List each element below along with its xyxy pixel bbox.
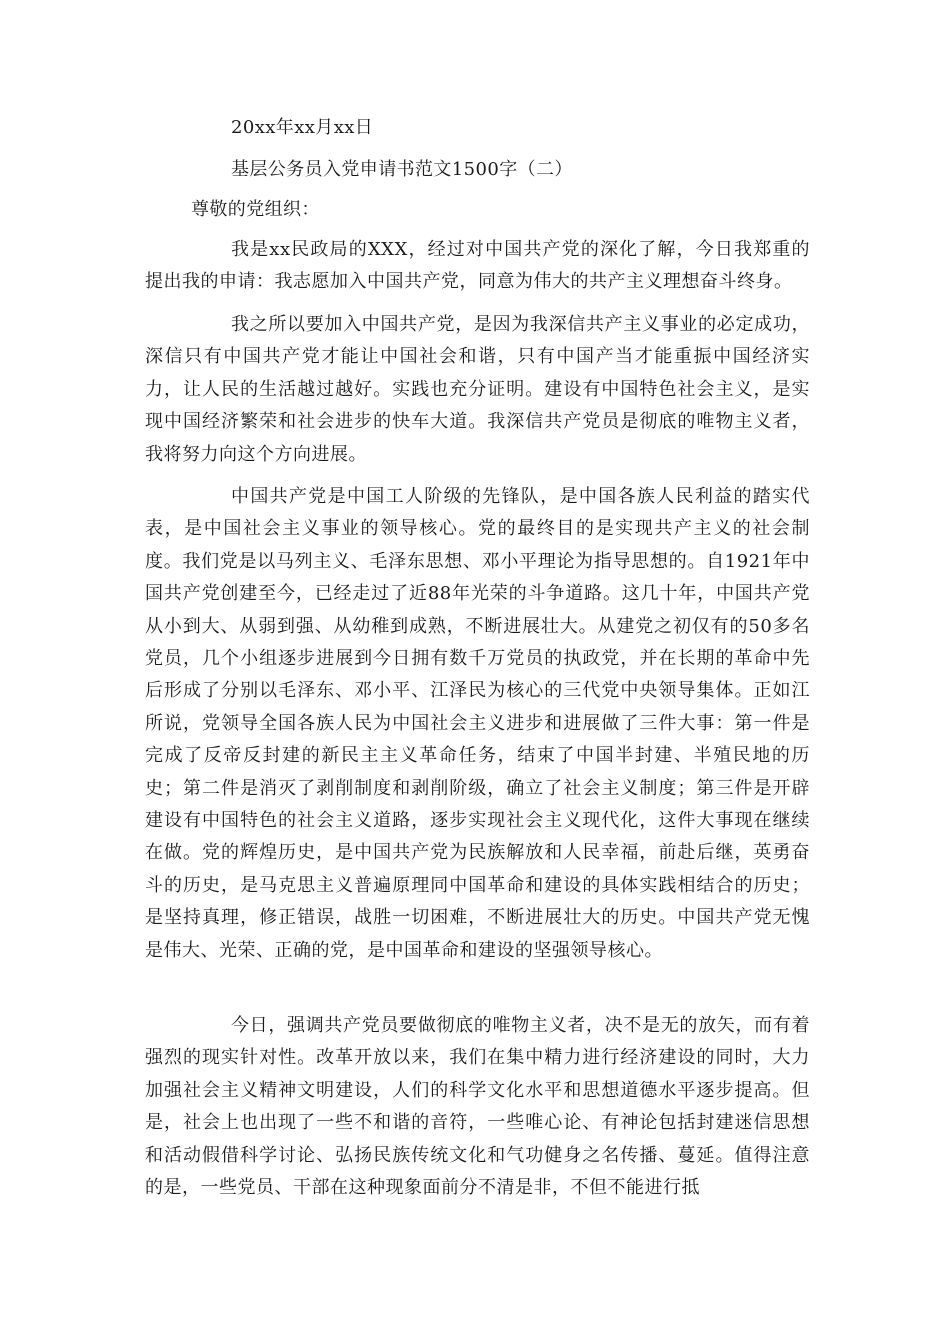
paragraph-2: 我之所以要加入中国共产党，是因为我深信共产主义事业的必定成功，深信只有中国共产党才能让中国社会和谐，只有中国产当才能重振中国经济实力，让人民的生活越过越好。实践也充分证明。建设有中国特色社会主义，是实现中国经济繁荣和社会进步的快车大道。我深信共产党员是彻底的唯物主义者，我将努力向这个方向进展。 (145, 314, 810, 465)
document-title: 基层公务员入党申请书范文1500字（二） (231, 159, 573, 180)
paragraph-1: 我是xx民政局的XXX，经过对中国共产党的深化了解，今日我郑重的提出我的申请：我志愿加入中国共产党，同意为伟大的共产主义理想奋斗终身。 (145, 239, 810, 293)
paragraph-4: 今日，强调共产党员要做彻底的唯物主义者，决不是无的放矢，而有着强烈的现实针对性。改革开放以来，我们在集中精力进行经济建设的同时，大力加强社会主义精神文明建设，人们的科学文化水平和思想道德水平逐步提高。但是，社会上也出现了一些不和谐的音符，一些唯心论、有神论包括封建迷信思想和活动假借科学讨论、弘扬民族传统文化和气功健身之名传播、蔓延。值得注意的是，一些党员、干部在这种现象面前分不清是非，不但不能进行抵 (145, 1015, 810, 1199)
paragraph-3: 中国共产党是中国工人阶级的先锋队，是中国各族人民利益的踏实代表，是中国社会主义事业的领导核心。党的最终目的是实现共产主义的社会制度。我们党是以马列主义、毛泽东思想、邓小平理论为指导思想的。自1921年中国共产党创建至今，已经走过了近88年光荣的斗争道路。这几十年，中国共产党从小到大、从弱到强、从幼稚到成熟，不断进展壮大。从建党之初仅有的50多名党员，几个小组逐步进展到今日拥有数千万党员的执政党，并在长期的革命中先后形成了分别以毛泽东、邓小平、江泽民为核心的三代党中央领导集体。正如江所说，党领导全国各族人民为中国社会主义进步和进展做了三件大事：第一件是完成了反帝反封建的新民主主义革命任务，结束了中国半封建、半殖民地的历史；第二件是消灭了剥削制度和剥削阶级，确立了社会主义制度；第三件是开辟建设有中国特色的社会主义道路，逐步实现社会主义现代化，这件大事现在继续在做。党的辉煌历史，是中国共产党为民族解放和人民幸福，前赴后继，英勇奋斗的历史，是马克思主义普遍原理同中国革命和建设的具体实践相结合的历史；是坚持真理，修正错误，战胜一切困难，不断进展壮大的历史。中国共产党无愧是伟大、光荣、正确的党，是中国革命和建设的坚强领导核心。 (145, 486, 810, 961)
salutation: 尊敬的党组织： (191, 199, 320, 220)
document-date: 20xx年xx月xx日 (231, 117, 374, 138)
